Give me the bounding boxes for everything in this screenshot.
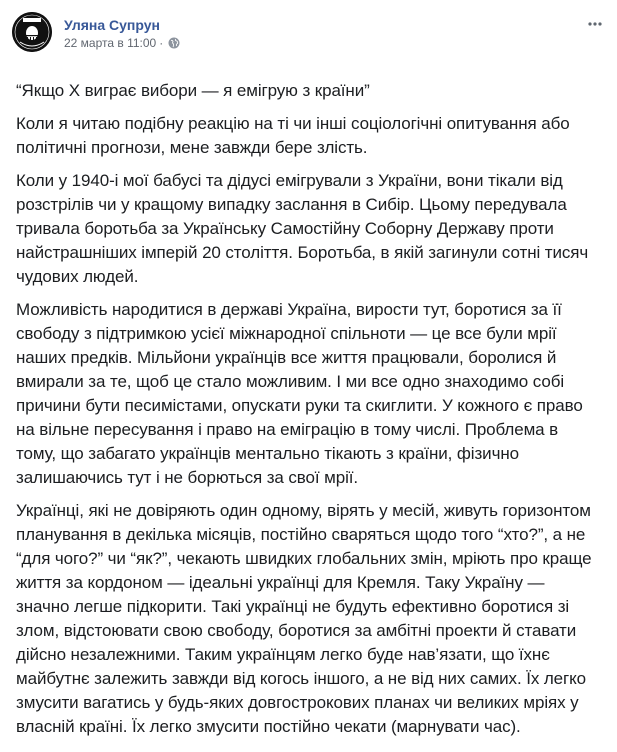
author-name[interactable]: Уляна Супрун <box>64 17 160 33</box>
author-block <box>64 12 180 51</box>
post-paragraph: Можливість народитися в державі Україна, вирости тут, боротися за її свободу з підтримкою усієї міжнародної спільноти — це все були мрії наших предків. Мільйони українців все життя працювали, боролися й вмирали за те, щоб це стало можливим. І ми все одно знаходимо собі причини бути песимістами, опускати руки та скиглити. У кожного є право на вільне пересування і право на еміграцію в тому числі. Проблема в тому, що забагато українців ментально тікають з країни, фізично залишаючись тут і не борються за свої мрії. <box>16 300 583 487</box>
post-paragraph: Коли у 1940-і мої бабусі та дідусі емігрували з України, вони тікали від розстрілів чи у кращому випадку заслання в Сибір. Цьому передувала тривала боротьба за Українську Самостійну Соборну Державу проти найстрашніших імперій 20 століття. Боротьба, в якій загинули сотні тисяч чудових людей. <box>16 171 589 286</box>
pow-mia-logo-icon <box>12 12 52 52</box>
post-meta <box>64 35 180 51</box>
post-body <box>12 79 601 739</box>
more-options-icon[interactable] <box>585 14 605 34</box>
post-paragraph: Коли я читаю подібну реакцію на ті чи інші соціологічні опитування або політичні прогнози, мене завжди бере злість. <box>16 114 570 157</box>
meta-separator: · <box>159 36 164 50</box>
globe-icon[interactable] <box>168 37 180 49</box>
post-paragraph: Українці, які не довіряють один одному, вірять у месій, живуть горизонтом планування в декілька місяців, постійно сваряться щодо того “хто?”, а не “для чого?” чи “як?”, чекають швидких глобальних змін, мріють про краще життя за кордоном — ідеальні українці для Кремля. Таку Україну — значно легше підкорити. Такі українці не будуть ефективно боротися зі злом, відстоювати свою свободу, боротися за амбітні проекти й ставати дійсно незалежними. Таким українцям легко буде нав’язати, що їхнє майбутнє залежить завжди від когось іншого, а не від них самих. Їх легко змусити вагатись у будь-яких довгострокових планах чи великих мріях у власній країні. Їх легко змусити постійно чекати (марнувати час). <box>16 501 592 736</box>
author-avatar[interactable] <box>12 12 52 52</box>
post-date[interactable]: 22 марта в 11:00 <box>64 36 157 50</box>
post-header <box>12 12 601 60</box>
post-paragraph: “Якщо Х виграє вибори — я емігрую з країни” <box>16 81 370 100</box>
